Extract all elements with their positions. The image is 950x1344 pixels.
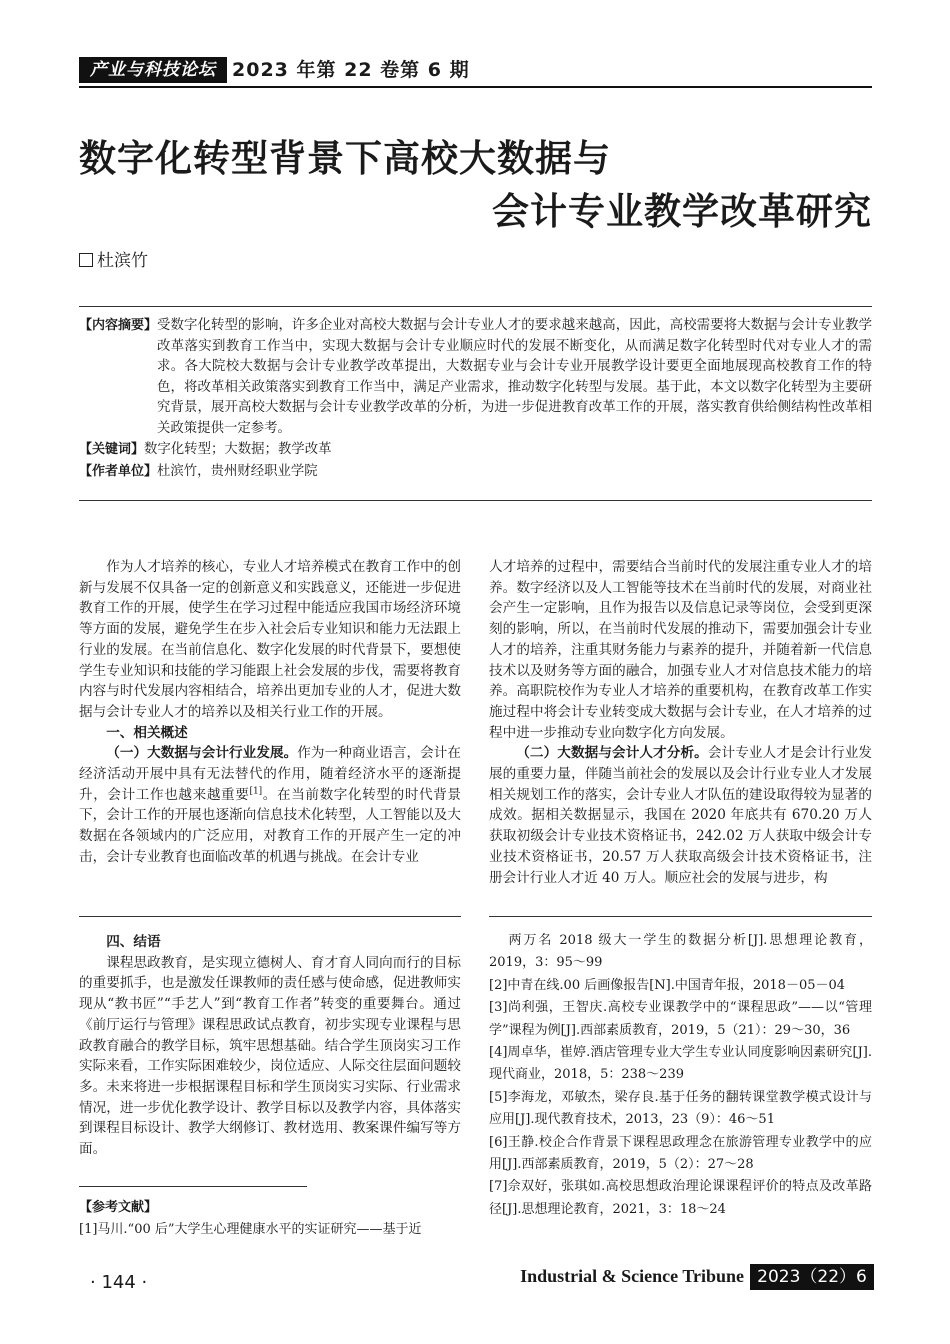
references-rule xyxy=(79,1186,307,1187)
references-title: 【参考文献】 xyxy=(79,1200,158,1215)
reference-item: [1]马川.“00 后”大学生心理健康水平的实证研究——基于近 xyxy=(79,1222,422,1238)
journal-name: 产业与科技论坛 xyxy=(79,57,227,83)
body-left-column xyxy=(79,557,461,868)
body-paragraph: 作为人才培养的核心，专业人才培养模式在教育工作中的创新与发展不仅具备一定的创新意义和实践意义，还能进一步促进教育工作的开展，使学生在学习过程中能适应我国市场经济环境等方面的发展，避免学生在步入社会后专业知识和能力无法跟上行业的发展。在当前信息化、数字化发展的时代背景下，要想使学生专业知识和技能的学习能跟上社会发展的步伐，需要将教育内容与时代发展内容相结合，培养出更加专业的人才，促进大数据与会计专业人才的培养以及相关行业工作的开展。 xyxy=(79,559,461,720)
author xyxy=(79,246,148,271)
affiliation-text: 杜滨竹，贵州财经职业学院 xyxy=(157,463,318,479)
body-paragraph xyxy=(79,743,461,867)
reference-item: [3]尚利强，王智庆.高校专业课教学中的“课程思政”——以“管理学”课程为例[J].西部素质教育，2019，5（21）：29～30，36 xyxy=(489,1000,872,1038)
abstract-label: 【内容摘要】 xyxy=(79,318,158,333)
references-right xyxy=(489,930,872,1221)
body-right-column xyxy=(489,557,872,888)
reference-item: [4]周卓华，崔婷.酒店管理专业大学生专业认同度影响因素研究[J].现代商业，2018，5：238～239 xyxy=(489,1045,872,1083)
column-rule-left xyxy=(79,916,461,917)
keywords-text: 数字化转型；大数据；教学改革 xyxy=(144,442,332,457)
reference-item: [7]佘双好，张琪如.高校思想政治理论课课程评价的特点及改革路径[J].思想理论教育，2021，3：18～24 xyxy=(489,1179,872,1217)
body-paragraph xyxy=(489,743,872,888)
abstract-bottom-rule xyxy=(79,500,872,501)
page-number: · 144 · xyxy=(90,1272,148,1293)
footer-issue: 2023（22）6 xyxy=(750,1264,874,1290)
reference-item: 两万名 2018 级大一学生的数据分析[J].思想理论教育，2019，3：95～99 xyxy=(489,933,872,971)
text-span: 作为一种商业语言，会计在经济活动开展中具有无法替代的作用，随着经济水平的逐渐提升，会计工作也越来越重要 xyxy=(79,745,462,803)
abstract-top-rule xyxy=(79,306,872,307)
abstract-text: 受数字化转型的影响，许多企业对高校大数据与会计专业人才的要求越来越高，因此，高校需要将大数据与会计专业教学改革落实到教育工作当中，实现大数据与会计专业顺应时代的发展不断变化，从而满足数字化转型时代对专业人才的需求。各大院校大数据与会计专业教学改革提出，大数据专业与会计专业开展教学设计要更全面地展现高校教育工作的特色，将改革相关政策落实到教育工作当中，满足产业需求，推动数字化转型与发展。基于此，本文以数字化转型为主要研究背景，展开高校大数据与会计专业教学改革的分析，为进一步促进教育改革工作的开展，落实教育供给侧结构性改革相关政策提供一定参考。 xyxy=(157,318,872,436)
subsection-heading: （一）大数据与会计行业发展。 xyxy=(106,745,298,762)
conclusion-heading: 四、结语 xyxy=(106,934,161,950)
conclusion-column xyxy=(79,932,461,1160)
citation: [1] xyxy=(249,786,263,797)
column-rule-right xyxy=(489,916,872,917)
keywords-label: 【关键词】 xyxy=(79,442,145,457)
author-box-icon xyxy=(79,253,93,267)
conclusion-paragraph: 课程思政教育，是实现立德树人、育才育人同向而行的目标的重要抓手，也是激发任课教师的责任感与使命感，促进教师实现从“教书匠”“手艺人”到“教育工作者”转变的重要舞台。通过《前厅运行与管理》课程思政试点教育，初步实现专业课程与思政教育融合的教学目标，筑牢思想基础。结合学生顶岗实习工作实际来看，工作实际困难较少，岗位适应、人际交往层面问题较多。未来将进一步根据课程目标和学生顶岗实习实际、行业需求情况，进一步优化教学设计、教学目标以及教学内容，具体落实到课程目标设计、教学大纲修订、教材选用、教案课件编写等方面。 xyxy=(79,954,461,1158)
text-span: 会计专业人才是会计行业发展的重要力量，伴随当前社会的发展以及会计行业专业人才发展相关规划工作的落实，会计专业人才队伍的建设取得较为显著的成效。据相关数据显示，我国在 2020 年底共有 670.20 万人获取初级会计专业技术资格证书，242.02 万人获取中级会计专业技术资格证书，20.57 万人获取高级会计技术资格证书，注册会计行业人才近 40 万人。顺应社会的发展与进步，构 xyxy=(489,745,873,886)
issue-info: 2023 年第 22 卷第 6 期 xyxy=(232,59,470,81)
author-name: 杜滨竹 xyxy=(97,251,148,271)
title-line-1: 数字化转型背景下高校大数据与 xyxy=(79,137,611,180)
reference-item: [5]李海龙，邓敏杰，梁存良.基于任务的翻转课堂教学模式设计与应用[J].现代教育技术，2013，23（9）：46～51 xyxy=(489,1089,872,1128)
header-rule xyxy=(79,86,872,88)
references-left xyxy=(79,1197,461,1242)
affiliation-label: 【作者单位】 xyxy=(79,463,158,479)
text-span: 。在当前数字化转型的时代背景下，会计工作的开展也逐渐向信息技术化转型，人工智能以及大数据在各领域内的广泛应用，对教育工作的开展产生一定的冲击，会计专业教育也面临改革的机遇与挑战。在会计专业 xyxy=(79,786,462,865)
subsection-heading: （二）大数据与会计人才分析。 xyxy=(516,745,708,762)
footer-brand: Industrial & Science Tribune xyxy=(520,1266,744,1286)
body-paragraph: 人才培养的过程中，需要结合当前时代的发展注重专业人才的培养。数字经济以及人工智能等技术在当前时代的发展，对商业社会产生一定影响，且作为报告以及信息记录等岗位，会受到更深刻的影响，所以，在当前时代发展的推动下，需要加强会计专业人才的培养，注重其财务能力与素养的提升，并随着新一代信息技术以及财务等方面的融合，加强专业人才对信息技术能力的培养。高职院校作为专业人才培养的重要机构，在教育改革工作实施过程中将会计专业转变成大数据与会计专业，在人才培养的过程中进一步推动专业向数字化方向发展。 xyxy=(489,559,872,741)
section-heading: 一、相关概述 xyxy=(106,724,188,741)
reference-item: [6]王静.校企合作背景下课程思政理念在旅游管理专业教学中的应用[J].西部素质教育，2019，5（2）：27～28 xyxy=(489,1134,872,1173)
reference-item: [2]中青在线.00 后画像报告[N].中国青年报，2018－05－04 xyxy=(489,977,846,993)
title-line-2: 会计专业教学改革研究 xyxy=(492,190,872,233)
abstract-block xyxy=(79,316,872,482)
